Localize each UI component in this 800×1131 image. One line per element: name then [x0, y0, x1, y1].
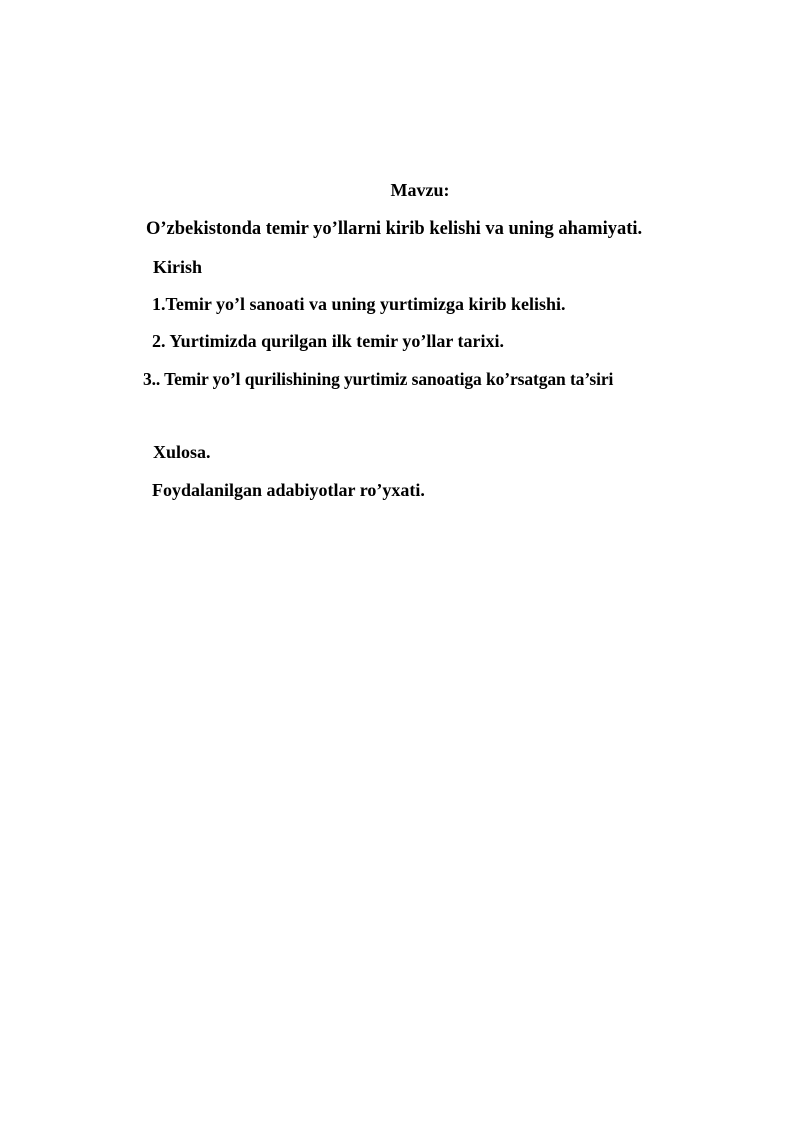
contents-item-section-2: 2. Yurtimizda qurilgan ilk temir yo’llar tarixi. — [152, 331, 504, 351]
contents-item-references: Foydalanilgan adabiyotlar ro’yxati. — [152, 480, 425, 500]
contents-item-conclusion: Xulosa. — [153, 442, 211, 462]
contents-item-section-3: 3.. Temir yo’l qurilishining yurtimiz sanoatiga ko’rsatgan ta’siri — [143, 369, 614, 389]
document-title: Mavzu: — [390, 180, 450, 200]
contents-item-section-1: 1.Temir yo’l sanoati va uning yurtimizga kirib kelishi. — [152, 294, 566, 314]
contents-item-introduction: Kirish — [153, 257, 203, 277]
document-subtitle: O’zbekistonda temir yo’llarni kirib kelishi va uning ahamiyati. — [146, 219, 643, 239]
